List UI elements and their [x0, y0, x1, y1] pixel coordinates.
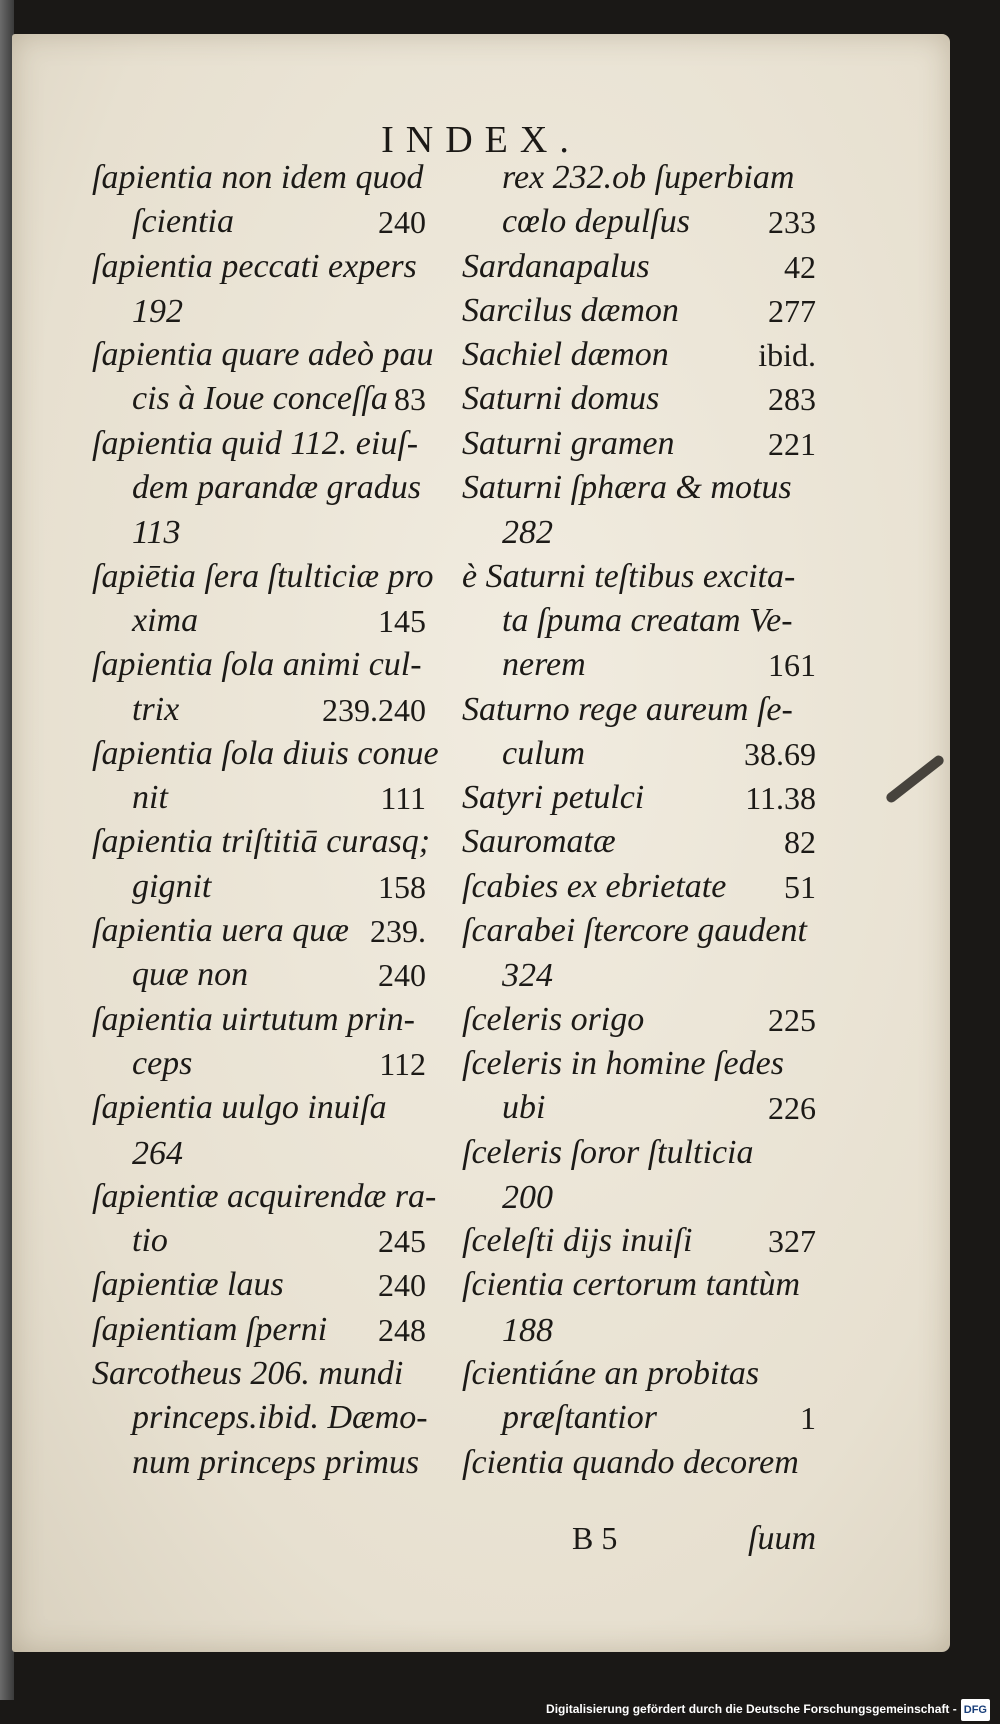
index-entry-line	[462, 820, 816, 864]
index-entry-page-number: ibid.	[758, 337, 816, 374]
index-entry-page-number: 82	[784, 824, 816, 861]
index-entry-line	[92, 377, 426, 421]
index-entry-line	[462, 599, 816, 643]
index-entry-line	[462, 555, 816, 599]
index-entry-page-number: 248	[378, 1311, 426, 1348]
index-entry-line	[92, 643, 426, 687]
index-entry-text: ſcientiáne an probitas	[462, 1355, 760, 1393]
index-entry-line	[462, 1219, 816, 1263]
index-entry-line	[462, 953, 816, 997]
index-entry-line	[462, 1175, 816, 1219]
index-entry-text: 324	[502, 957, 553, 995]
index-entry-text: tio	[132, 1222, 168, 1260]
index-entry-page-number: 161	[768, 647, 816, 684]
index-entry-line	[462, 1042, 816, 1086]
index-entry-text: ſceleris in homine ſedes	[462, 1044, 784, 1082]
index-entry-text: ſapientia uirtutum prin-	[92, 1000, 415, 1038]
index-entry-line	[462, 1086, 816, 1130]
index-entry-line	[92, 245, 426, 289]
index-entry-line	[462, 998, 816, 1042]
index-entry-page-number: 225	[768, 1001, 816, 1038]
index-entry-text: ſceleris origo	[462, 1000, 645, 1038]
index-entry-text: præſtantior	[502, 1399, 657, 1437]
index-entry-text: gignit	[132, 867, 212, 905]
index-entry-text: Saturno rege aureum ſe-	[462, 690, 793, 728]
index-column-left	[92, 156, 439, 1485]
index-entry-page-number: 239.240	[322, 691, 426, 728]
index-entry-line	[462, 688, 816, 732]
index-entry-line	[92, 333, 434, 377]
index-entry-page-number: 221	[768, 425, 816, 462]
index-entry-text: cœlo depulſus	[502, 203, 690, 241]
index-entry-page-number: 239.	[370, 913, 426, 950]
index-entry-text: Saturni gramen	[462, 424, 675, 462]
index-entry-line	[92, 776, 426, 820]
index-entry-page-number: 38.69	[744, 735, 816, 772]
index-entry-text: num princeps primus	[132, 1443, 420, 1481]
index-entry-page-number: 145	[378, 602, 426, 639]
index-entry-line	[462, 156, 816, 200]
index-entry-line	[92, 1352, 426, 1396]
index-entry-text: princeps.ibid. Dæmo-	[132, 1399, 428, 1437]
footer-text: Digitalisierung gefördert durch die Deutsche Forschungsgemeinschaft -	[546, 1702, 957, 1716]
index-entry-text: dem parandæ gradus	[132, 469, 422, 507]
index-entry-text: ſceleſti dijs inuiſi	[462, 1222, 693, 1260]
index-entry-text: ſapientia triſtitiā curasq;	[92, 823, 431, 861]
signature-mark: B 5	[572, 1520, 618, 1556]
index-entry-line	[92, 820, 431, 864]
index-entry-line	[92, 466, 426, 510]
running-head: INDEX.	[381, 119, 581, 161]
index-entry-line	[92, 1396, 426, 1440]
index-entry-line	[92, 732, 439, 776]
index-entry-text: ubi	[502, 1089, 546, 1127]
index-entry-line	[462, 245, 816, 289]
index-entry-text: 264	[132, 1134, 183, 1172]
index-entry-text: rex 232.ob ſuperbiam	[502, 159, 795, 196]
index-column-right	[462, 156, 816, 1485]
index-entry-text: xima	[132, 601, 199, 639]
catchword: ſuum	[748, 1520, 816, 1557]
index-entry-text: Sarcilus dæmon	[462, 291, 679, 329]
index-entry-line	[92, 1441, 426, 1485]
index-entry-page-number: 277	[768, 292, 816, 329]
index-entry-text: Saturni domus	[462, 380, 660, 418]
index-entry-text: ſcarabei ſtercore gaudent	[462, 912, 807, 950]
index-entry-line	[462, 1396, 816, 1440]
index-entry-text: Sardanapalus	[462, 247, 650, 285]
index-entry-page-number: 240	[378, 1267, 426, 1304]
index-entry-page-number: 51	[784, 868, 816, 905]
index-entry-text: ſapientia uera quæ	[92, 912, 349, 950]
index-entry-text: trix	[132, 690, 180, 728]
index-entry-text: ſapientia ſola diuis conue	[92, 734, 439, 772]
index-entry-line	[462, 1131, 816, 1175]
index-entry-line	[92, 865, 426, 909]
index-entry-page-number: 1	[800, 1400, 816, 1437]
index-entry-text: ſapientia non idem quod	[92, 159, 424, 196]
index-entry-text: 200	[502, 1178, 553, 1216]
index-entry-page-number: 11.38	[745, 780, 816, 817]
index-entry-line	[92, 599, 426, 643]
index-entry-line	[462, 422, 816, 466]
index-entry-line	[462, 200, 816, 244]
index-entry-text: cis à Ioue conceſſa	[132, 380, 388, 418]
index-entry-page-number: 83	[394, 381, 426, 418]
index-entry-text: 192	[132, 292, 183, 330]
dfg-logo: DFG	[961, 1699, 990, 1721]
index-entry-text: Sachiel dæmon	[462, 336, 669, 374]
index-entry-line	[462, 289, 816, 333]
index-entry-page-number: 226	[768, 1090, 816, 1127]
index-entry-line	[462, 643, 816, 687]
index-entry-line	[92, 1131, 426, 1175]
index-entry-page-number: 245	[378, 1223, 426, 1260]
index-entry-line	[92, 200, 426, 244]
index-entry-text: ſapientia uulgo inuiſa	[92, 1089, 387, 1127]
index-entry-page-number: 240	[378, 957, 426, 994]
index-entry-line	[462, 732, 816, 776]
index-entry-page-number: 240	[378, 204, 426, 241]
digitization-footer	[546, 1698, 990, 1720]
index-entry-text: quæ non	[132, 956, 249, 994]
index-entry-line	[92, 688, 426, 732]
index-entry-text: ſceleris ſoror ſtulticia	[462, 1133, 754, 1171]
index-entry-line	[92, 555, 434, 599]
index-entry-line	[92, 953, 426, 997]
index-entry-line	[92, 998, 426, 1042]
index-entry-text: ſapientiam ſperni	[92, 1310, 328, 1348]
index-entry-page-number: 158	[378, 868, 426, 905]
index-entry-text: culum	[502, 734, 586, 772]
index-entry-line	[462, 776, 816, 820]
index-entry-text: 188	[502, 1311, 553, 1349]
index-entry-text: ſapientia ſola animi cul-	[92, 646, 422, 684]
index-entry-page-number: 283	[768, 381, 816, 418]
index-entry-line	[92, 1175, 437, 1219]
index-entry-line	[462, 909, 816, 953]
index-entry-page-number: 327	[768, 1223, 816, 1260]
index-entry-text: ſapientia quid 112. eiuſ-	[92, 424, 419, 462]
index-entry-text: ſapientiæ laus	[92, 1266, 284, 1304]
index-entry-text: Sauromatæ	[462, 823, 616, 861]
index-entry-page-number: 42	[784, 248, 816, 285]
index-entry-line	[462, 865, 816, 909]
index-entry-line	[92, 909, 426, 953]
index-entry-text: Satyri petulci	[462, 779, 645, 817]
index-entry-text: ſcientia	[132, 203, 234, 241]
index-entry-line	[92, 156, 426, 200]
index-entry-text: nit	[132, 779, 168, 817]
index-entry-text: ceps	[132, 1044, 193, 1082]
index-entry-text: ſcabies ex ebrietate	[462, 867, 727, 905]
index-entry-text: ſapientiæ acquirendæ ra-	[92, 1177, 437, 1215]
index-entry-text: ſcientia quando decorem	[462, 1443, 799, 1481]
index-entry-line	[462, 510, 816, 554]
index-entry-line	[462, 377, 816, 421]
index-entry-page-number: 233	[768, 204, 816, 241]
index-entry-text: ſcientia certorum tantùm	[462, 1266, 801, 1304]
index-entry-text: 282	[502, 514, 553, 552]
index-entry-line	[462, 1352, 816, 1396]
index-entry-text: Saturni ſphæra & motus	[462, 469, 792, 507]
index-entry-line	[462, 1263, 816, 1307]
index-entry-text: nerem	[502, 646, 586, 684]
index-entry-line	[462, 1308, 816, 1352]
index-entry-line	[462, 1441, 816, 1485]
index-entry-page-number: 111	[380, 780, 426, 817]
book-page	[12, 34, 950, 1652]
index-entry-text: ſapiētia ſera ſtulticiæ pro	[92, 557, 434, 595]
index-entry-line	[462, 466, 816, 510]
index-entry-line	[92, 1308, 426, 1352]
index-entry-text: Sarcotheus 206. mundi	[92, 1355, 404, 1393]
index-entry-line	[92, 422, 426, 466]
index-entry-line	[462, 333, 816, 377]
index-entry-page-number: 112	[379, 1045, 426, 1082]
index-entry-text: ſapientia quare adeò pau	[92, 336, 434, 374]
index-entry-line	[92, 1219, 426, 1263]
index-entry-line	[92, 1042, 426, 1086]
index-entry-line	[92, 510, 426, 554]
index-entry-line	[92, 1263, 426, 1307]
index-entry-line	[92, 1086, 426, 1130]
ink-mark	[884, 754, 945, 805]
index-entry-line	[92, 289, 426, 333]
index-entry-text: è Saturni teſtibus excita-	[462, 557, 796, 595]
index-entry-text: 113	[132, 514, 181, 552]
index-entry-text: ſapientia peccati expers	[92, 247, 417, 285]
index-entry-text: ta ſpuma creatam Ve-	[502, 601, 793, 639]
